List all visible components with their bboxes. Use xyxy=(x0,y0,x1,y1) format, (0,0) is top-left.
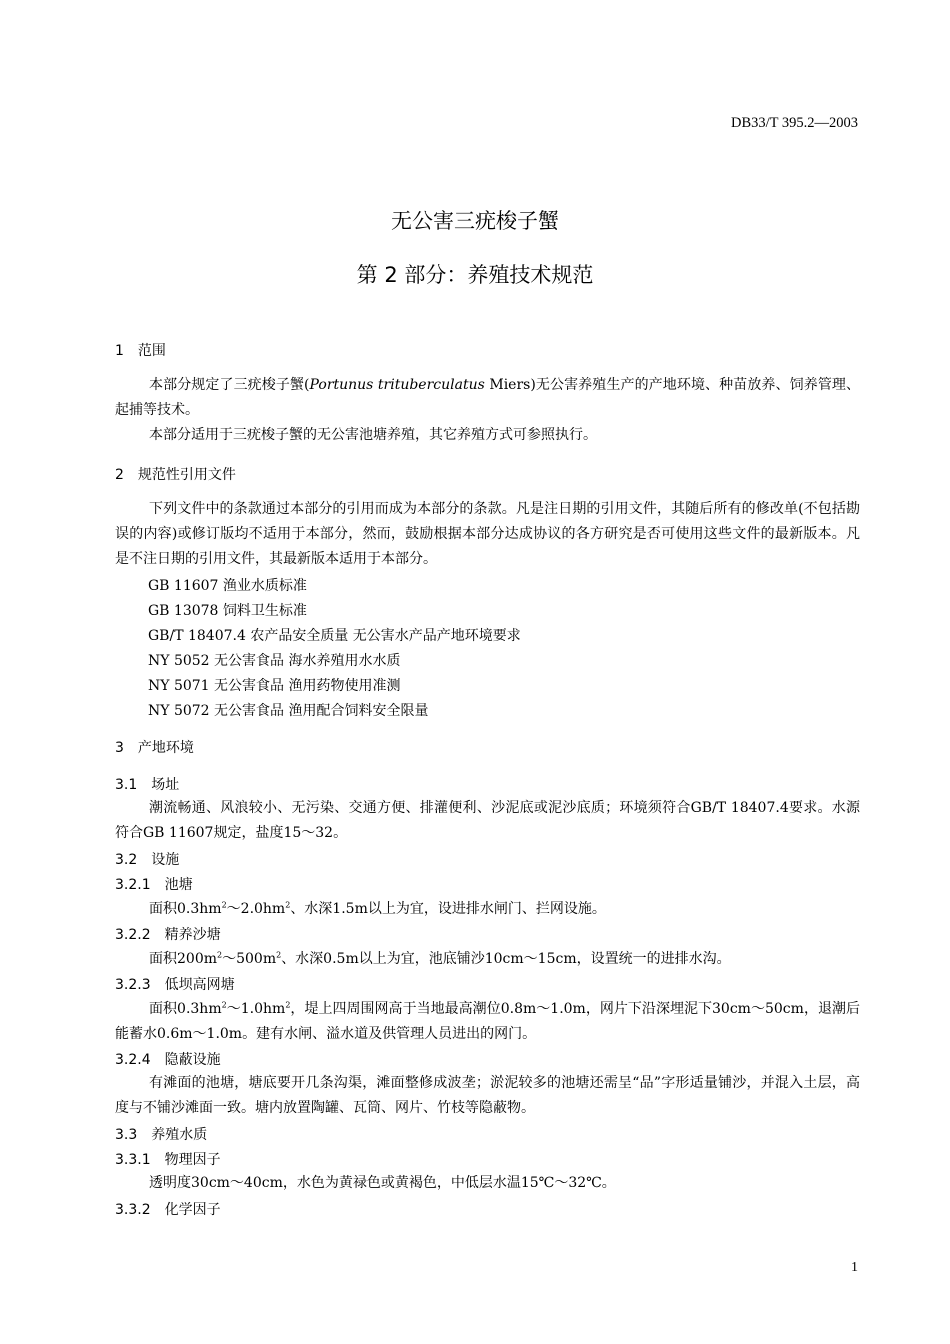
section-3-2-3-text: 面积$0.3hm^2\sim 1.0hm^2$，堤上四周围网高于当地最高潮位0.8m～1.0m，网片下沿深埋泥下30cm～50cm，退潮后能蓄水0.6m～1.0m。建有水闸、溢水道及供管理人员进出的网门。 xyxy=(115,1000,861,1042)
reference-item: GB 13078 饲料卫生标准 xyxy=(148,603,307,619)
section-3-2-2-heading: 3.2.2 精养沙塘 xyxy=(115,927,221,943)
reference-item: NY 5072 无公害食品 渔用配合饲料安全限量 xyxy=(148,703,429,719)
reference-item: GB 11607 渔业水质标准 xyxy=(148,578,307,594)
reference-item: NY 5071 无公害食品 渔用药物使用准测 xyxy=(148,678,401,694)
section-1-paragraph-1: 本部分规定了三疣梭子蟹(Portunus trituberculatus Miers)无公害养殖生产的产地环境、种苗放养、饲养管理、起捕等技术。 xyxy=(115,377,861,418)
section-3-2-1-heading: 3.2.1 池塘 xyxy=(115,877,193,893)
document-title: 无公害三疣梭子蟹 xyxy=(391,209,559,233)
section-3-2-4-heading: 3.2.4 隐蔽设施 xyxy=(115,1052,221,1068)
document-number: DB33/T 395.2—2003 xyxy=(730,115,858,131)
section-3-1-heading: 3.1 场址 xyxy=(115,777,180,793)
section-3-2-1-text: 面积$0.3hm^2\sim 2.0hm^2$、水深1.5m以上为宜，设进排水闸门、拦网设施。 xyxy=(149,900,606,917)
section-3-2-4-text: 有滩面的池塘，塘底要开几条沟渠，滩面整修成波垄；淤泥较多的池塘还需呈“品”字形适量铺沙，并混入土层，高度与不铺沙滩面一致。塘内放置陶罐、瓦筒、网片、竹枝等隐蔽物。 xyxy=(115,1075,860,1116)
section-2-heading: 2 规范性引用文件 xyxy=(115,467,236,483)
section-3-3-1-text: 透明度30cm～40cm，水色为黄禄色或黄褐色，中低层水温15℃～32℃。 xyxy=(149,1175,616,1191)
section-3-2-3-heading: 3.2.3 低坝高网塘 xyxy=(115,977,235,993)
section-3-2-2-text: 面积$200m^2\sim 500m^2$、水深0.5m以上为宜，池底铺沙10cm～15cm，设置统一的进排水沟。 xyxy=(149,950,731,967)
section-3-3-heading: 3.3 养殖水质 xyxy=(115,1127,208,1143)
section-3-3-1-heading: 3.3.1 物理因子 xyxy=(115,1152,221,1168)
section-2-intro: 下列文件中的条款通过本部分的引用而成为本部分的条款。凡是注日期的引用文件，其随后所有的修改单(不包括勘误的内容)或修订版均不适用于本部分，然而，鼓励根据本部分达成协议的各方研究是否可使用这些文件的最新版本。凡是不注日期的引用文件，其最新版本适用于本部分。 xyxy=(115,501,860,567)
section-3-1-text: 潮流畅通、风浪较小、无污染、交通方便、排灌便利、沙泥底或泥沙底质；环境须符合GB/T 18407.4要求。水源符合GB 11607规定，盐度15～32。 xyxy=(115,800,860,841)
section-3-3-2-heading: 3.3.2 化学因子 xyxy=(115,1202,221,1218)
page-number: 1 xyxy=(851,1260,858,1275)
section-3-2-heading: 3.2 设施 xyxy=(115,852,180,868)
section-1-heading: 1 范围 xyxy=(115,343,166,359)
reference-item: NY 5052 无公害食品 海水养殖用水水质 xyxy=(148,653,401,669)
document-subtitle: 第 2 部分：养殖技术规范 xyxy=(356,263,594,287)
section-1-paragraph-2: 本部分适用于三疣梭子蟹的无公害池塘养殖，其它养殖方式可参照执行。 xyxy=(149,427,597,443)
section-3-heading: 3 产地环境 xyxy=(115,740,194,756)
reference-item: GB/T 18407.4 农产品安全质量 无公害水产品产地环境要求 xyxy=(148,628,521,644)
